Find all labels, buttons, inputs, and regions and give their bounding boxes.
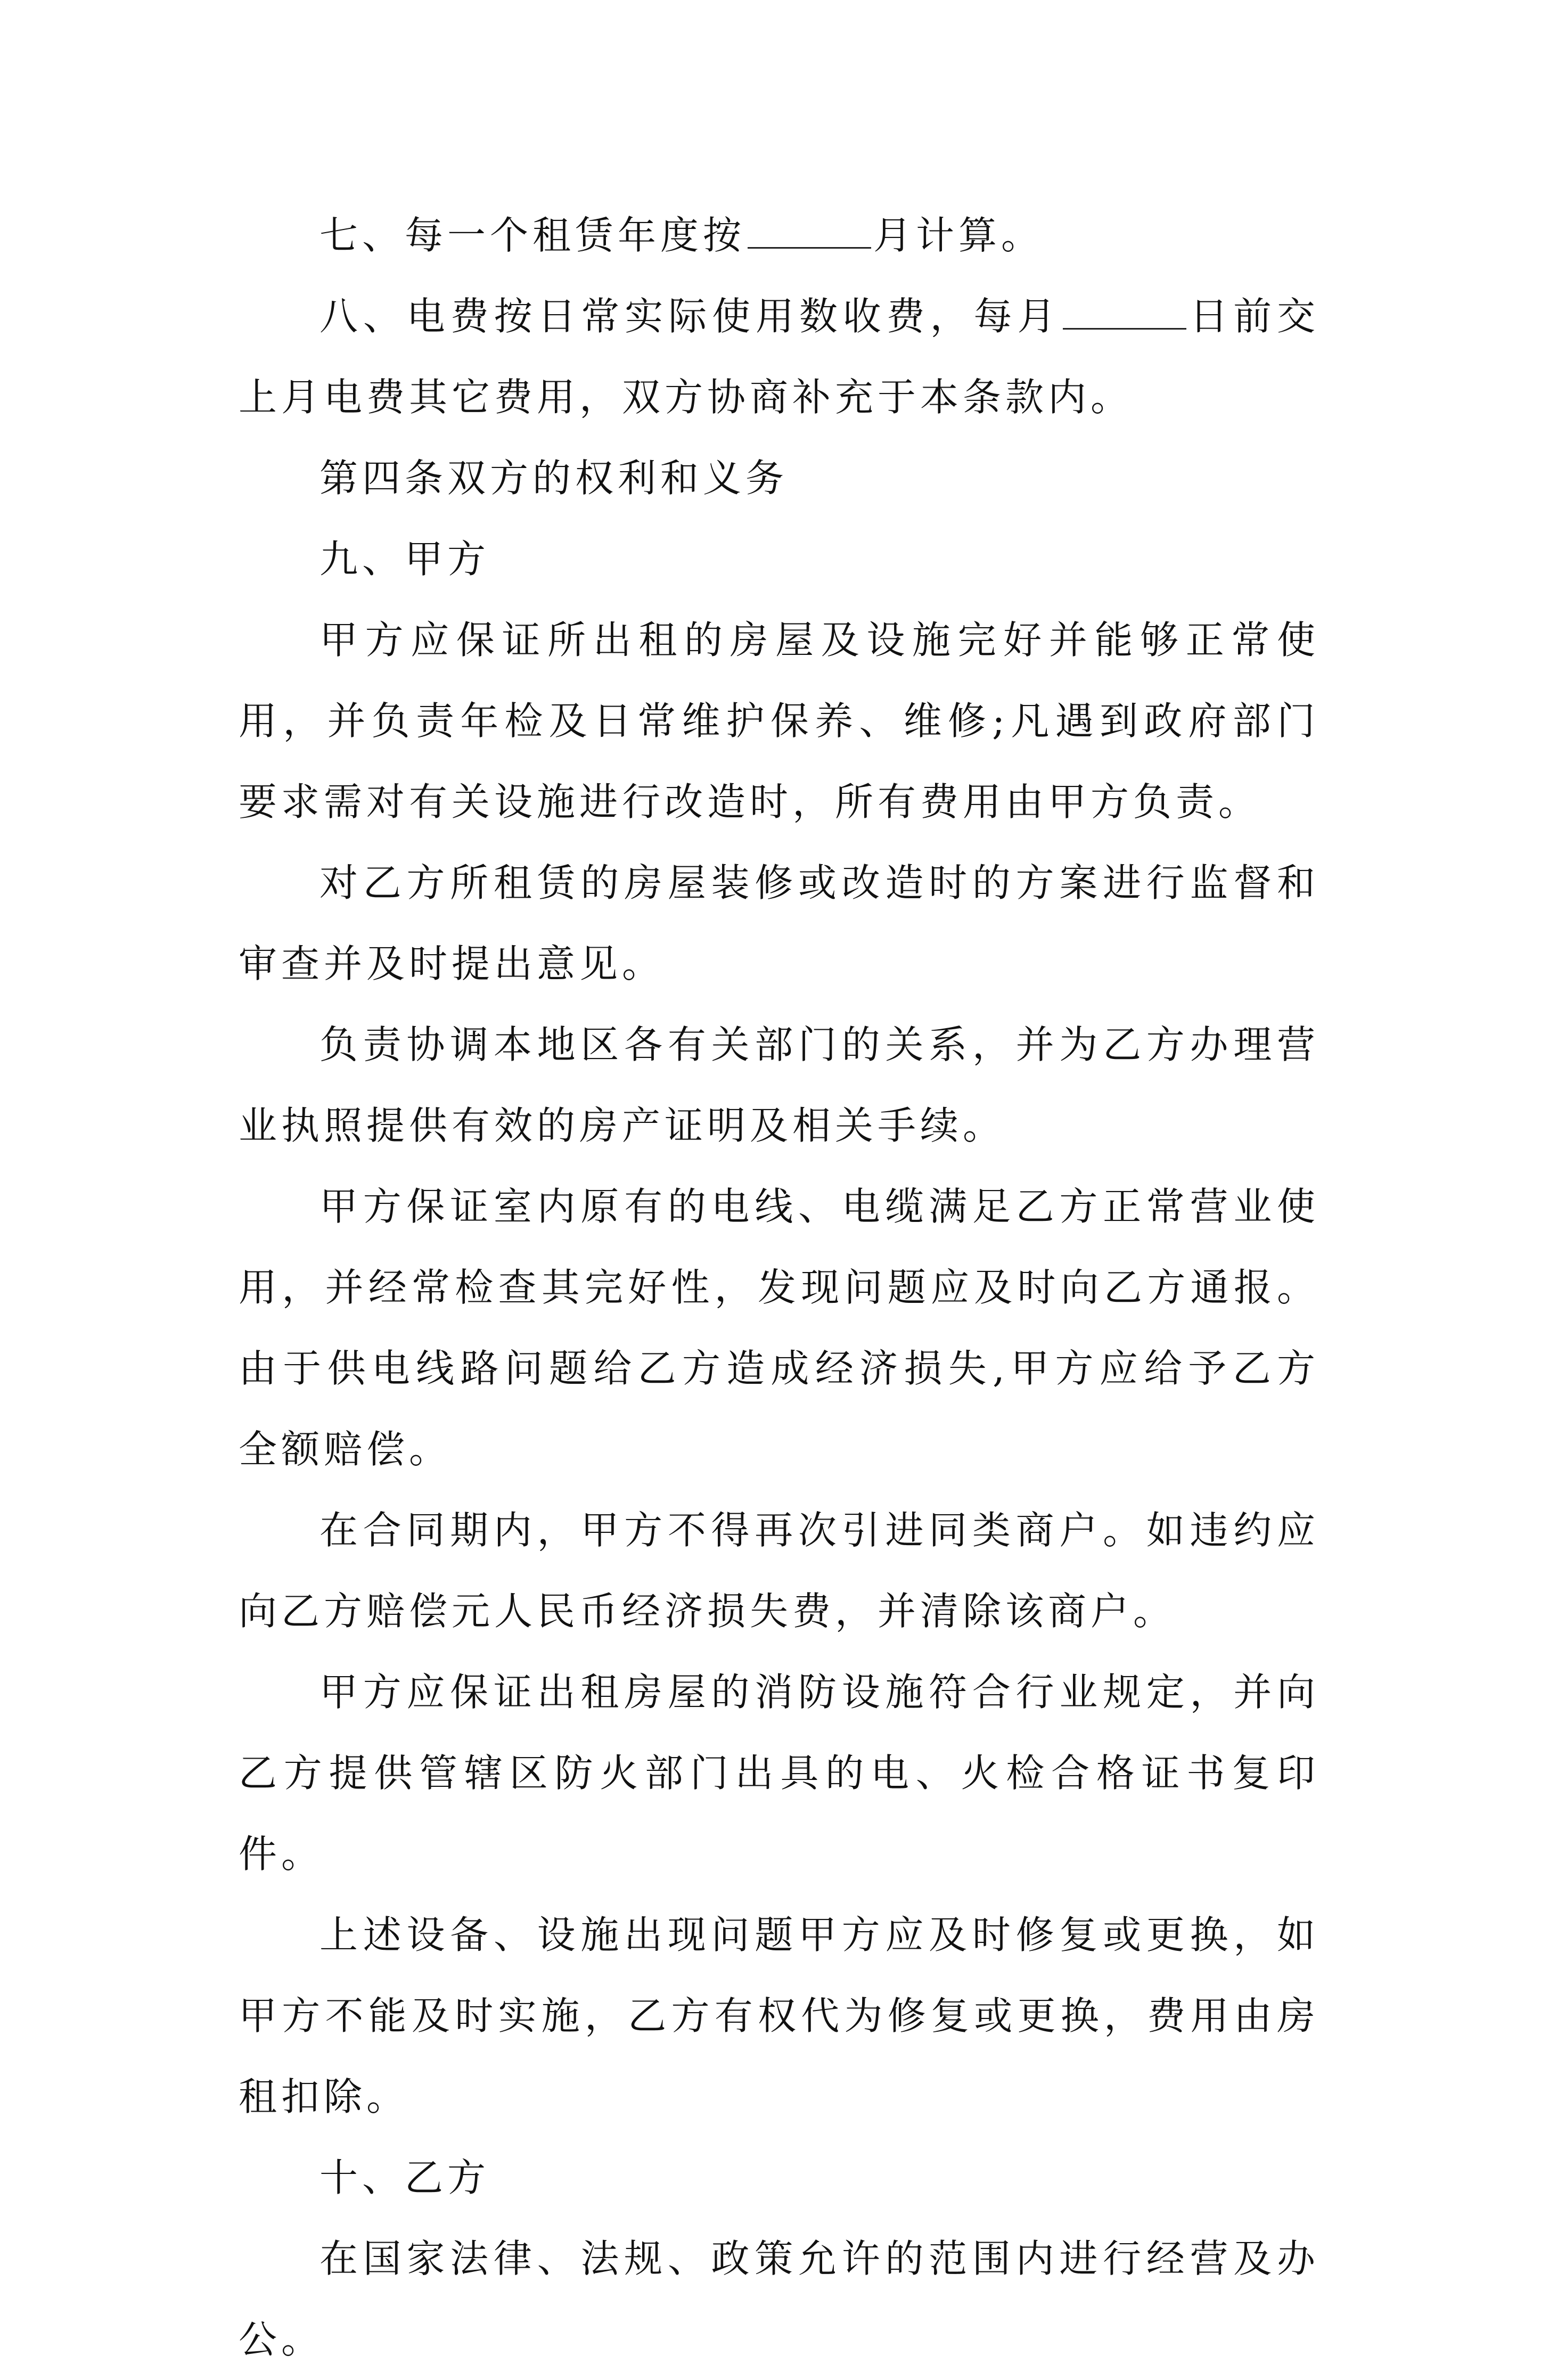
party-a-paragraph: 对乙方所租赁的房屋装修或改造时的方案进行监督和审查并及时提出意见。 (239, 860, 1319, 986)
article-4-heading: 第四条双方的权利和义务 (319, 456, 789, 500)
clause-8-text-before: 八、电费按日常实际使用数收费，每月 (319, 294, 1061, 339)
clause-7-text-before: 七、每一个租赁年度按 (319, 213, 746, 258)
clause-9-heading: 九、甲方 (319, 537, 490, 581)
clause-8 (239, 276, 1319, 438)
clause-7-text-after: 月计算。 (873, 213, 1044, 258)
party-a-paragraph: 甲方应保证所出租的房屋及设施完好并能够正常使用，并负责年检及日常维护保养、维修;凡遇到政府部门要求需对有关设施进行改造时，所有费用由甲方负责。 (239, 618, 1319, 824)
blank-field-day (1063, 291, 1186, 330)
clause-8-text-after: 日前交上月电费其它费用，双方协商补充于本条款内。 (239, 294, 1319, 420)
party-a-paragraph: 甲方保证室内原有的电线、电缆满足乙方正常营业使用，并经常检查其完好性，发现问题应及时向乙方通报。由于供电线路问题给乙方造成经济损失,甲方应给予乙方全额赔偿。 (239, 1184, 1319, 1472)
contract-body (239, 195, 1319, 2380)
blank-field-months (748, 210, 871, 249)
party-b-paragraph: 在国家法律、法规、政策允许的范围内进行经营及办公。 (239, 2236, 1319, 2362)
party-a-paragraph: 负责协调本地区各有关部门的关系，并为乙方办理营业执照提供有效的房产证明及相关手续。 (239, 1022, 1319, 1148)
clause-10-heading: 十、乙方 (319, 2155, 490, 2200)
party-a-paragraph: 在合同期内，甲方不得再次引进同类商户。如违约应向乙方赔偿元人民币经济损失费，并清除该商户。 (239, 1508, 1319, 1634)
party-a-paragraph: 甲方应保证出租房屋的消防设施符合行业规定，并向乙方提供管辖区防火部门出具的电、火检合格证书复印件。 (239, 1670, 1319, 1876)
party-a-paragraph: 上述设备、设施出现问题甲方应及时修复或更换，如甲方不能及时实施，乙方有权代为修复或更换，费用由房租扣除。 (239, 1913, 1319, 2119)
clause-7 (239, 195, 1319, 276)
